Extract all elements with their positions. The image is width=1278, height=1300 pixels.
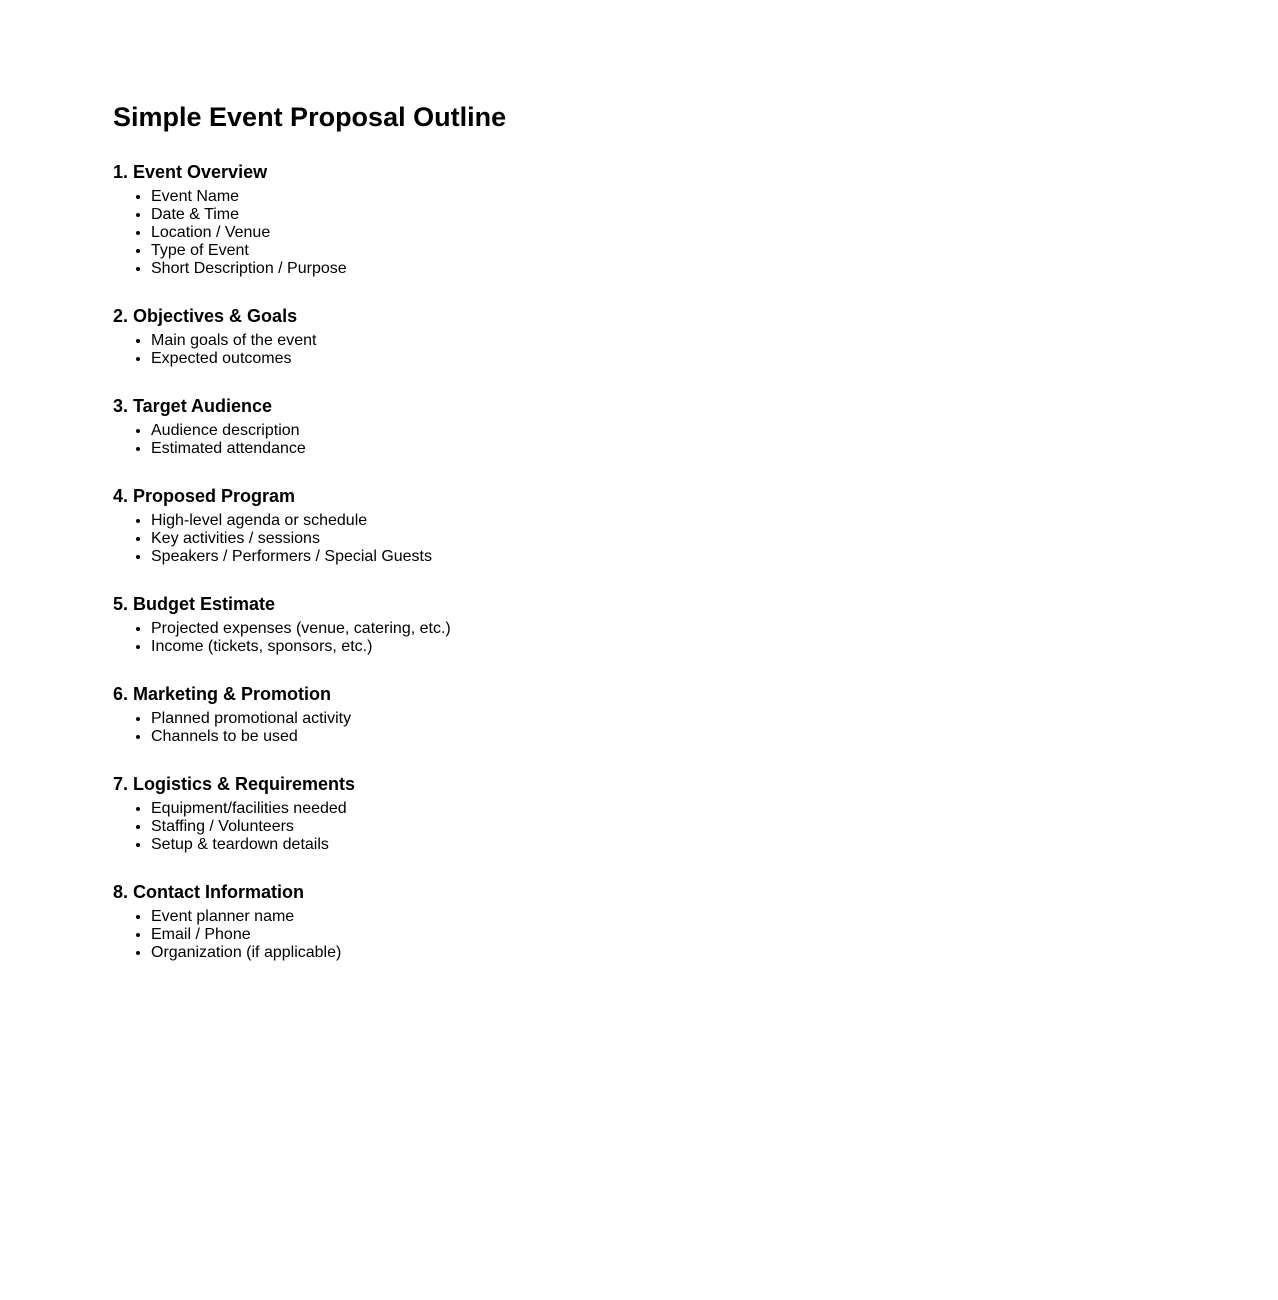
section-heading: 5. Budget Estimate bbox=[113, 594, 276, 614]
bullet-list bbox=[113, 800, 1213, 854]
list-item: • Audience description bbox=[151, 422, 1213, 440]
section-event-overview bbox=[113, 161, 1213, 278]
list-item: • Type of Event bbox=[151, 242, 1213, 260]
list-item: • Setup & teardown details bbox=[151, 836, 1213, 854]
bullet-list bbox=[113, 710, 1213, 746]
list-item: • Event Name bbox=[151, 188, 1213, 206]
document-page bbox=[113, 100, 1213, 962]
section-heading: 3. Target Audience bbox=[113, 396, 273, 416]
section-logistics-requirements bbox=[113, 773, 1213, 854]
list-item: • Organization (if applicable) bbox=[151, 944, 1213, 962]
section-objectives-goals bbox=[113, 305, 1213, 368]
list-item: • Location / Venue bbox=[151, 224, 1213, 242]
list-item: • Key activities / sessions bbox=[151, 530, 1213, 548]
section-marketing-promotion bbox=[113, 683, 1213, 746]
list-item: • Estimated attendance bbox=[151, 440, 1213, 458]
list-item: • Speakers / Performers / Special Guests bbox=[151, 548, 1213, 566]
section-heading: 8. Contact Information bbox=[113, 882, 305, 902]
list-item: • Short Description / Purpose bbox=[151, 260, 1213, 278]
section-target-audience bbox=[113, 395, 1213, 458]
list-item: • High-level agenda or schedule bbox=[151, 512, 1213, 530]
list-item: • Date & Time bbox=[151, 206, 1213, 224]
section-heading: 1. Event Overview bbox=[113, 162, 268, 182]
bullet-list bbox=[113, 188, 1213, 278]
list-item: • Main goals of the event bbox=[151, 332, 1213, 350]
list-item: • Email / Phone bbox=[151, 926, 1213, 944]
bullet-list bbox=[113, 422, 1213, 458]
section-heading: 2. Objectives & Goals bbox=[113, 306, 298, 326]
bullet-list bbox=[113, 332, 1213, 368]
list-item: • Planned promotional activity bbox=[151, 710, 1213, 728]
list-item: • Channels to be used bbox=[151, 728, 1213, 746]
list-item: • Projected expenses (venue, catering, etc.) bbox=[151, 620, 1213, 638]
section-heading: 7. Logistics & Requirements bbox=[113, 774, 356, 794]
list-item: • Expected outcomes bbox=[151, 350, 1213, 368]
section-contact-information bbox=[113, 881, 1213, 962]
section-heading: 4. Proposed Program bbox=[113, 486, 296, 506]
list-item: • Equipment/facilities needed bbox=[151, 800, 1213, 818]
list-item: • Income (tickets, sponsors, etc.) bbox=[151, 638, 1213, 656]
list-item: • Staffing / Volunteers bbox=[151, 818, 1213, 836]
bullet-list bbox=[113, 620, 1213, 656]
bullet-list bbox=[113, 512, 1213, 566]
list-item: • Event planner name bbox=[151, 908, 1213, 926]
section-budget-estimate bbox=[113, 593, 1213, 656]
page-title: Simple Event Proposal Outline bbox=[113, 102, 507, 132]
section-heading: 6. Marketing & Promotion bbox=[113, 684, 332, 704]
bullet-list bbox=[113, 908, 1213, 962]
section-proposed-program bbox=[113, 485, 1213, 566]
